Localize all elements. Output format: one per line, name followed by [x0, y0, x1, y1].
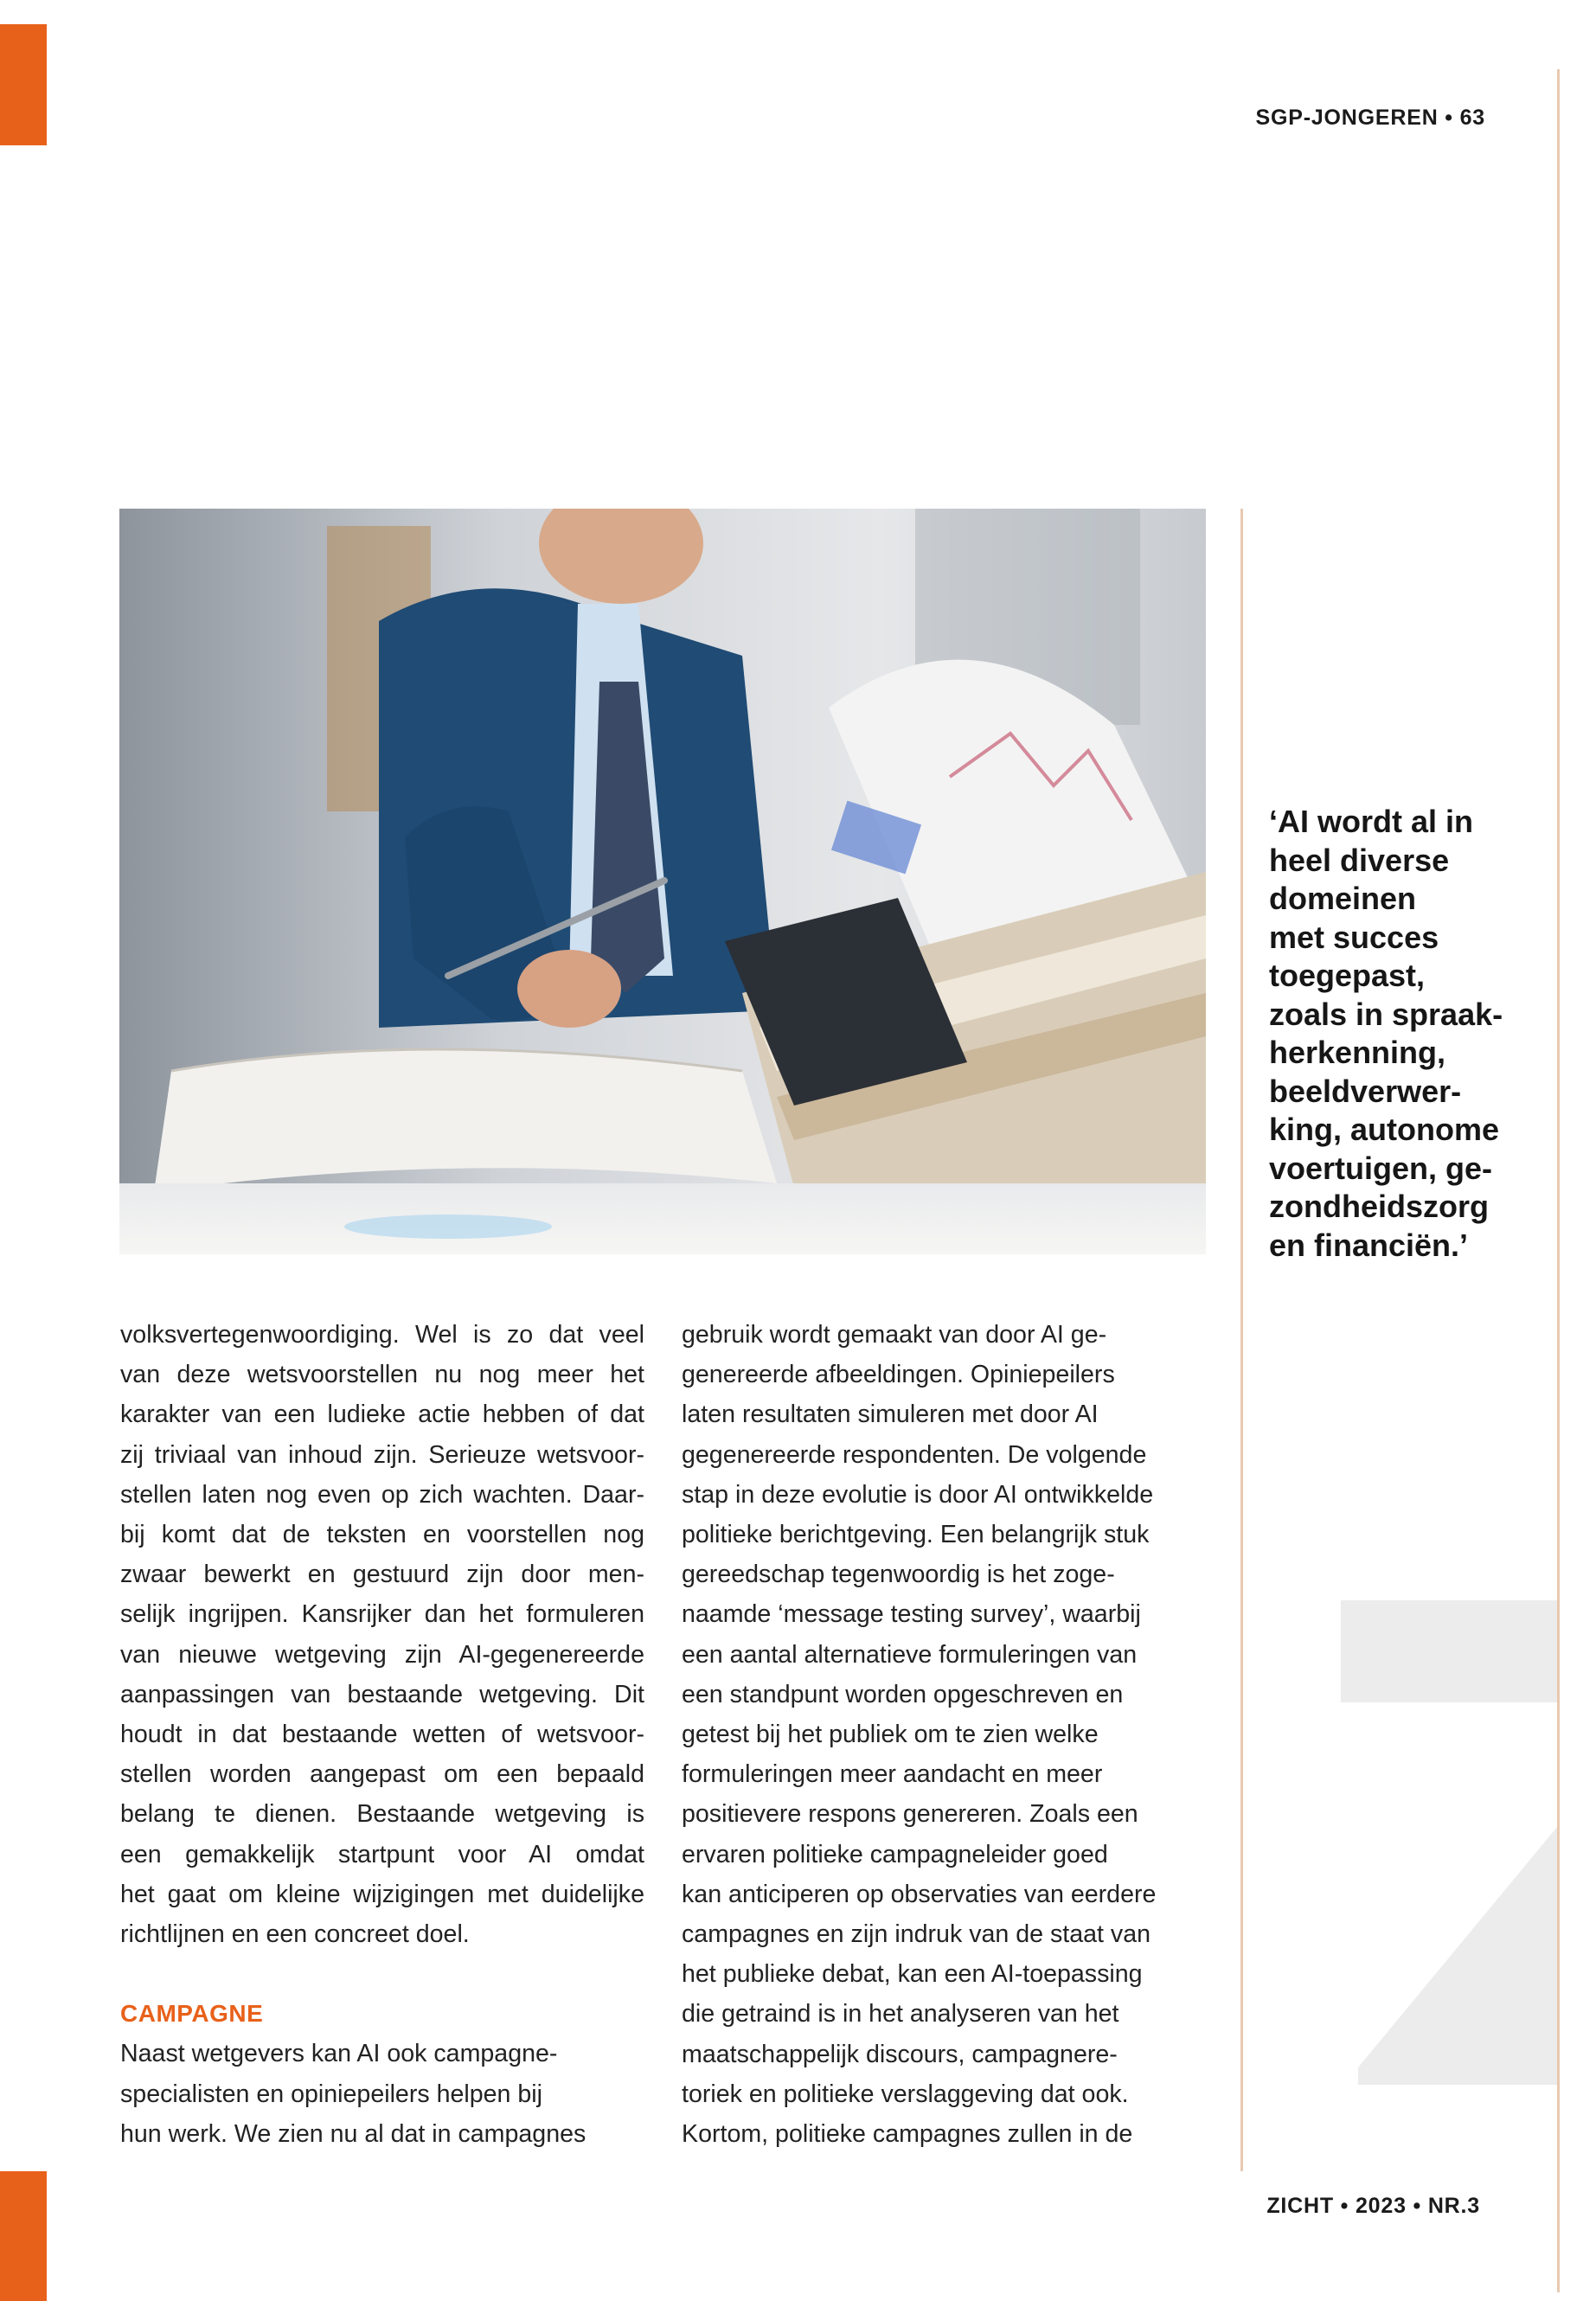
- body-text-line: campagnes en zijn indruk van de staat van: [682, 1920, 1151, 1949]
- orange-edge-tab-bottom: [0, 2171, 47, 2301]
- body-text-line: genereerde afbeeldingen. Opiniepeilers: [682, 1361, 1115, 1389]
- body-text-line: richtlijnen en een concreet doel.: [120, 1920, 470, 1949]
- pull-quote: [1269, 803, 1520, 1265]
- article-column-right: [682, 1315, 1218, 2154]
- pull-quote-line: zoals in spraak-: [1269, 996, 1503, 1032]
- body-text-line: getest bij het publiek om te zien welke: [682, 1721, 1099, 1749]
- decorative-z-shape: [1341, 1600, 1557, 2085]
- body-text-line: zwaar bewerkt en gestuurd zijn door men-: [120, 1561, 644, 1589]
- pull-quote-line: voertuigen, ge-: [1269, 1150, 1493, 1186]
- body-text-line: laten resultaten simuleren met door AI: [682, 1400, 1099, 1429]
- running-head: SGP-JONGEREN • 63: [1255, 106, 1485, 130]
- body-text-line: kan anticiperen op observaties van eerdere: [682, 1880, 1157, 1908]
- body-text-line: een standpunt worden opgeschreven en: [682, 1680, 1124, 1708]
- pull-quote-line: heel diverse: [1269, 842, 1450, 878]
- pull-quote-line: zondheidszorg: [1269, 1189, 1489, 1224]
- body-text-line: stellen worden aangepast om een bepaald: [120, 1760, 644, 1789]
- body-text-line: van deze wetsvoorstellen nu nog meer het: [120, 1361, 644, 1389]
- body-text-line: Naast wetgevers kan AI ook campagne-: [120, 2040, 558, 2068]
- body-text-line: zij triviaal van inhoud zijn. Serieuze wetsvoor-: [120, 1440, 644, 1469]
- pull-quote-rule: [1240, 509, 1243, 2171]
- body-text-line: naamde ‘message testing survey’, waarbij: [682, 1600, 1141, 1629]
- body-text-line: een aantal alternatieve formuleringen van: [682, 1640, 1138, 1669]
- body-text-line: positievere respons genereren. Zoals een: [682, 1800, 1138, 1829]
- pull-quote-line: herkenning,: [1269, 1035, 1446, 1070]
- pull-quote-line: en financiën.’: [1269, 1227, 1469, 1263]
- body-text-line: toriek en politieke verslaggeving dat ook.: [682, 2080, 1129, 2108]
- pull-quote-line: met succes: [1269, 919, 1439, 955]
- pull-quote-line: beeldverwer-: [1269, 1073, 1462, 1109]
- article-photo: [119, 509, 1206, 1254]
- body-text-line: die getraind is in het analyseren van het: [682, 2000, 1119, 2029]
- orange-edge-tab-top: [0, 24, 47, 145]
- body-text-line: karakter van een ludieke actie hebben of dat: [120, 1400, 644, 1429]
- body-text-line: gegenereerde respondenten. De volgende: [682, 1440, 1147, 1469]
- running-foot: ZICHT • 2023 • NR.3: [1266, 2194, 1480, 2218]
- pull-quote-line: ‘AI wordt al in: [1269, 804, 1474, 839]
- body-text-line: het gaat om kleine wijzigingen met duidelijke: [120, 1880, 644, 1908]
- body-text-line: specialisten en opiniepeilers helpen bij: [120, 2080, 543, 2108]
- body-text-line: gereedschap tegenwoordig is het zoge-: [682, 1561, 1115, 1589]
- body-text-line: politieke berichtgeving. Een belangrijk stuk: [682, 1521, 1150, 1549]
- body-text-line: belang te dienen. Bestaande wetgeving is: [120, 1800, 644, 1829]
- body-text-line: stap in deze evolutie is door AI ontwikkelde: [682, 1480, 1154, 1509]
- body-text-line: het publieke debat, kan een AI-toepassing: [682, 1960, 1143, 1989]
- body-text-line: een gemakkelijk startpunt voor AI omdat: [120, 1840, 644, 1868]
- body-text-line: Kortom, politieke campagnes zullen in de: [682, 2120, 1133, 2149]
- businessman-with-documents-photo: [119, 509, 1206, 1254]
- body-text-line: houdt in dat bestaande wetten of wetsvoor-: [120, 1721, 644, 1749]
- body-text-line: formuleringen meer aandacht en meer: [682, 1760, 1103, 1789]
- pull-quote-line: king, autonome: [1269, 1112, 1500, 1147]
- body-text-line: volksvertegenwoordiging. Wel is zo dat veel: [120, 1321, 644, 1349]
- section-heading: CAMPAGNE: [120, 2000, 264, 2028]
- article-column-left: [120, 1315, 644, 2154]
- body-text-line: maatschappelijk discours, campagnere-: [682, 2040, 1118, 2068]
- body-text-line: van nieuwe wetgeving zijn AI-gegenereerde: [120, 1640, 644, 1669]
- body-text-line: selijk ingrijpen. Kansrijker dan het formuleren: [120, 1600, 644, 1629]
- body-text-line: hun werk. We zien nu al dat in campagnes: [120, 2119, 586, 2148]
- body-text-line: stellen laten nog even op zich wachten. Daar-: [120, 1480, 644, 1509]
- body-text-line: bij komt dat de teksten en voorstellen nog: [120, 1521, 644, 1549]
- pull-quote-line: domeinen: [1269, 881, 1417, 916]
- body-text-line: ervaren politieke campagneleider goed: [682, 1840, 1108, 1868]
- body-text-line: gebruik wordt gemaakt van door AI ge-: [682, 1321, 1107, 1349]
- page-edge-rule: [1557, 69, 1560, 2292]
- pull-quote-line: toegepast,: [1269, 958, 1426, 993]
- body-text-line: aanpassingen van bestaande wetgeving. Dit: [120, 1680, 644, 1708]
